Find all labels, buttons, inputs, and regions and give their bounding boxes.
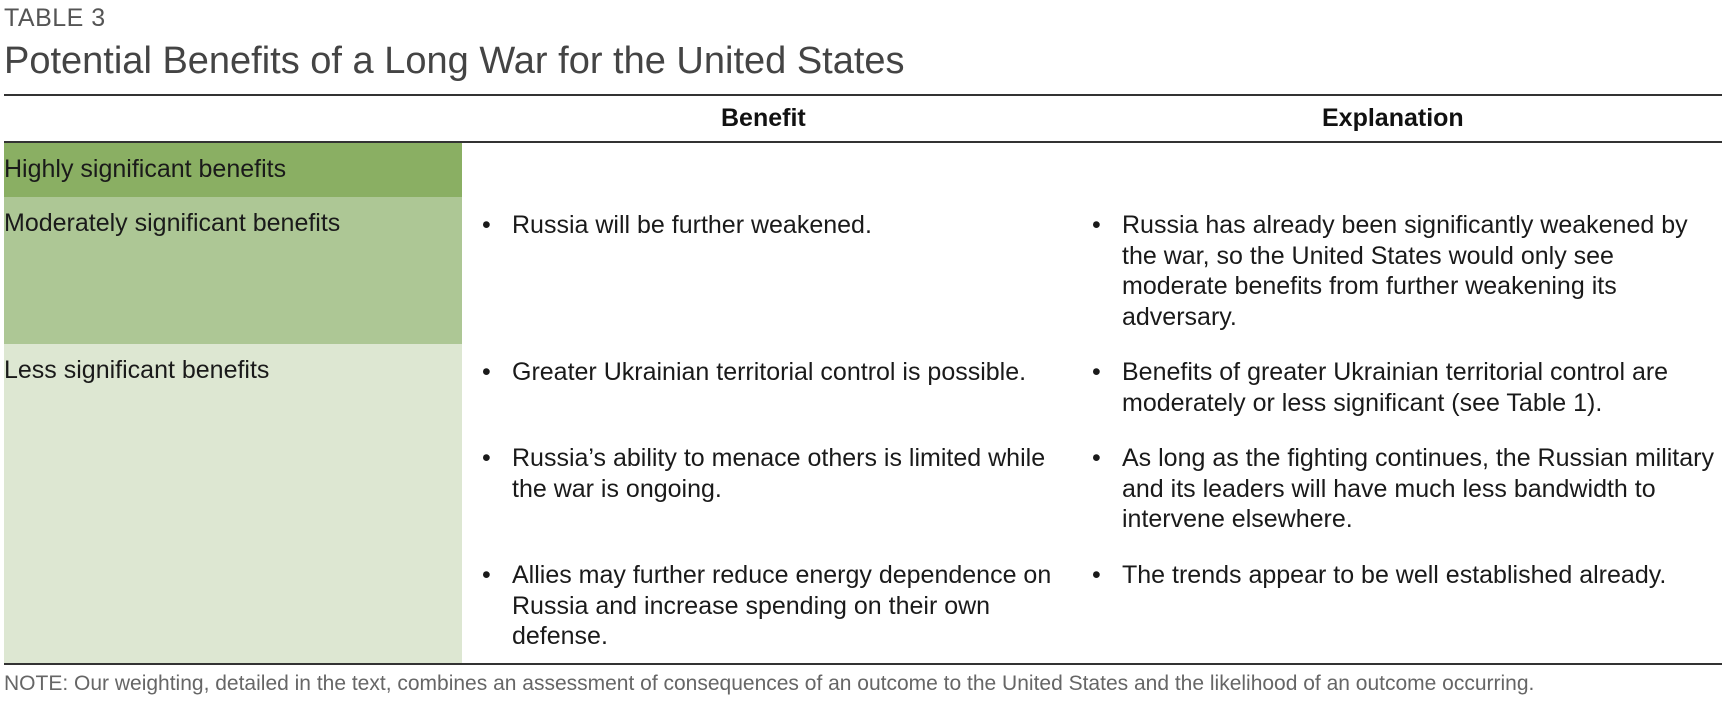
category-moderately-significant	[4, 197, 462, 344]
bullet-icon: •	[482, 358, 491, 386]
explanation-column-header: Explanation	[1322, 104, 1464, 132]
bullet-icon: •	[482, 444, 491, 472]
benefit-text: Greater Ukrainian territorial control is possible.	[512, 358, 1027, 386]
explanation-item	[1092, 357, 1722, 418]
explanation-text: The trends appear to be well established already.	[1122, 561, 1667, 589]
table-note: NOTE: Our weighting, detailed in the text, combines an assessment of consequences of an outcome to the United States and the likelihood of an outcome occurring.	[4, 672, 1535, 695]
benefit-text: Russia will be further weakened.	[512, 211, 872, 239]
category-label: Moderately significant benefits	[4, 209, 341, 237]
bullet-icon: •	[1092, 561, 1101, 589]
explanation-item	[1092, 443, 1722, 535]
bottom-rule	[4, 663, 1722, 665]
bullet-icon: •	[482, 211, 491, 239]
benefit-item	[482, 357, 1062, 388]
top-rule	[4, 94, 1722, 96]
table-title: Potential Benefits of a Long War for the United States	[4, 40, 905, 82]
bullet-icon: •	[1092, 444, 1101, 472]
benefit-text: Allies may further reduce energy dependence on Russia and increase spending on their own defense.	[512, 561, 1052, 650]
table-label: TABLE 3	[4, 4, 106, 32]
benefit-text: Russia’s ability to menace others is limited while the war is ongoing.	[512, 444, 1046, 503]
category-label: Highly significant benefits	[4, 155, 287, 183]
benefit-item	[482, 210, 1062, 241]
explanation-text: Russia has already been significantly weakened by the war, so the United States would only see moderate benefits from further weakening its adversary.	[1122, 211, 1688, 331]
explanation-text: Benefits of greater Ukrainian territorial control are moderately or less significant (see Table 1).	[1122, 358, 1669, 417]
category-less-significant	[4, 344, 462, 663]
explanation-item	[1092, 560, 1722, 591]
benefit-item	[482, 443, 1062, 504]
explanation-item	[1092, 210, 1722, 332]
category-label: Less significant benefits	[4, 356, 270, 384]
benefit-column-header: Benefit	[721, 104, 806, 132]
bullet-icon: •	[1092, 211, 1101, 239]
bullet-icon: •	[1092, 358, 1101, 386]
benefit-item	[482, 560, 1062, 652]
category-highly-significant	[4, 143, 462, 197]
bullet-icon: •	[482, 561, 491, 589]
explanation-text: As long as the fighting continues, the Russian military and its leaders will have much less bandwidth to intervene elsewhere.	[1122, 444, 1714, 533]
